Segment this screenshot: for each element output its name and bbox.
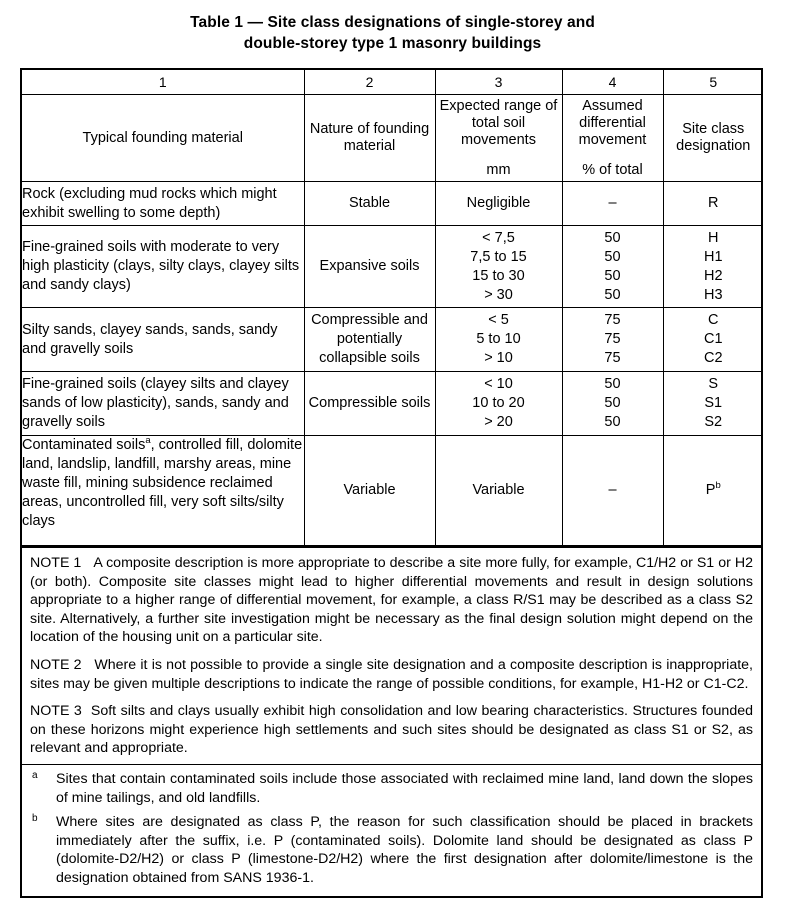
movement-value: 7,5 to 15 xyxy=(470,248,527,265)
table-row xyxy=(22,182,763,226)
cell-site-class xyxy=(663,436,763,546)
movement-value: 5 to 10 xyxy=(476,331,521,347)
cell-nature: Compressible soils xyxy=(304,372,435,436)
table-row xyxy=(22,308,763,372)
cell-movements: Variable xyxy=(435,436,562,546)
cell-movements xyxy=(435,226,562,308)
differential-value: 50 xyxy=(604,286,621,303)
header-expected-range-of-total-soil-movements xyxy=(435,95,562,182)
column-number-5: 5 xyxy=(663,70,763,95)
header-nature-of-founding-material: Nature of founding material xyxy=(304,95,435,182)
table-row xyxy=(22,436,763,546)
caption-line-1: Table 1 — Site class designations of single-storey and xyxy=(190,14,595,31)
cell-nature: Variable xyxy=(304,436,435,546)
footnote-b xyxy=(30,813,753,887)
site-class-value: C xyxy=(708,312,719,328)
header-site-class-designation: Site class designation xyxy=(663,95,763,182)
cell-differential: – xyxy=(562,436,663,546)
header-typical-founding-material: Typical founding material xyxy=(22,95,304,182)
site-class-value: S xyxy=(708,376,719,392)
table-grid xyxy=(22,70,763,546)
movement-value: 10 to 20 xyxy=(472,395,525,411)
header-row xyxy=(22,95,763,182)
cell-nature: Expansive soils xyxy=(304,226,435,308)
site-class-value: H xyxy=(708,229,719,246)
movement-value: < 7,5 xyxy=(482,229,515,246)
column-number-2: 2 xyxy=(304,70,435,95)
note-2-text: Where it is not possible to provide a single site designation and a composite description is inappropriate, sites may be given multiple descriptions to indicate the range of possible conditions, for example, H1-H2 or C1-C2. xyxy=(30,656,753,692)
cell-founding-material: Fine-grained soils with moderate to very high plasticity (clays, silty clays, clayey silts and sandy clays) xyxy=(22,226,304,308)
movement-value: < 10 xyxy=(484,376,513,392)
site-class-value: C1 xyxy=(703,331,723,347)
cell-founding-material: Silty sands, clayey sands, sands, sandy and gravelly soils xyxy=(22,308,304,372)
column-number-row xyxy=(22,70,763,95)
site-class-value: H3 xyxy=(703,286,723,303)
differential-value: 75 xyxy=(604,331,621,347)
cell-movements xyxy=(435,308,562,372)
differential-value: 50 xyxy=(604,267,621,284)
site-class-value: S2 xyxy=(704,414,723,430)
column-number-4: 4 xyxy=(562,70,663,95)
movement-value: 15 to 30 xyxy=(472,267,525,284)
note-3 xyxy=(30,702,753,758)
caption-line-2: double-storey type 1 masonry buildings xyxy=(243,35,542,52)
differential-value: 50 xyxy=(604,414,621,430)
footnote-a-text: Sites that contain contaminated soils include those associated with reclaimed mine land, land down the slopes of mine tailings, and old landfills. xyxy=(56,770,753,806)
cell-differential xyxy=(562,226,663,308)
note-1-text: A composite description is more appropriate to describe a site more fully, for example, C1/H2 or S1 or H2 (or both). Composite site classes might lead to higher differential movements and result in design solutions appropriate to a higher range of differential movement, for example, a class R/S1 may be described as a class S2 site. Alternatively, a further site investigation might be necessary as the final design solution might depend on the location of the housing unit on a particular site. xyxy=(30,555,753,646)
header-col4-unit: % of total xyxy=(582,161,643,178)
movement-value: > 30 xyxy=(484,286,513,303)
cell-differential: – xyxy=(562,182,663,226)
table-caption xyxy=(0,0,785,54)
site-class-value: H2 xyxy=(703,267,723,284)
cell-site-class: R xyxy=(663,182,763,226)
differential-value: 50 xyxy=(604,229,621,246)
footnote-b-text: Where sites are designated as class P, the reason for such classification should be placed in brackets immediately after the suffix, i.e. P (contaminated soils). Dolomite land should be designated as class P (dolomite-D2/H2) or class P (limestone-D2/H2) where the first designation after dolomite/limestone is the designation obtained from SANS 1936-1. xyxy=(56,814,753,886)
header-col4-text: Assumed differential movement xyxy=(578,97,647,148)
movement-value: > 20 xyxy=(484,414,513,430)
note-2-label: NOTE 2 xyxy=(30,656,82,673)
header-col3-unit: mm xyxy=(486,161,511,178)
cell-site-class xyxy=(663,226,763,308)
cell-founding-material xyxy=(22,436,304,546)
table-row xyxy=(22,226,763,308)
cell-nature: Stable xyxy=(304,182,435,226)
founding-material-pre: Contaminated soils xyxy=(22,437,146,453)
differential-value: 75 xyxy=(604,312,621,328)
cell-founding-material: Rock (excluding mud rocks which might exhibit swelling to some depth) xyxy=(22,182,304,226)
table-row xyxy=(22,372,763,436)
footnote-a xyxy=(30,770,753,807)
note-3-label: NOTE 3 xyxy=(30,703,82,720)
cell-site-class xyxy=(663,372,763,436)
footnote-ref-a: a xyxy=(145,435,151,447)
note-1-label: NOTE 1 xyxy=(30,555,82,571)
movement-value: > 10 xyxy=(484,350,513,366)
site-class-value: H1 xyxy=(703,248,723,265)
cell-founding-material: Fine-grained soils (clayey silts and clayey sands of low plasticity), sands, sandy and gravelly soils xyxy=(22,372,304,436)
differential-value: 50 xyxy=(604,376,621,392)
differential-value: 50 xyxy=(604,248,621,265)
cell-differential xyxy=(562,372,663,436)
cell-movements: Negligible xyxy=(435,182,562,226)
movement-value: < 5 xyxy=(488,312,509,328)
cell-nature: Compressible and potentially collapsible soils xyxy=(304,308,435,372)
footnote-a-marker: a xyxy=(32,769,38,781)
note-1 xyxy=(30,554,753,647)
cell-site-class xyxy=(663,308,763,372)
site-class-table xyxy=(20,68,763,898)
note-2 xyxy=(30,656,753,693)
header-col3-text: Expected range of total soil movements xyxy=(439,97,558,148)
cell-differential xyxy=(562,308,663,372)
footnote-ref-b: b xyxy=(715,480,721,492)
column-number-1: 1 xyxy=(22,70,304,95)
column-number-3: 3 xyxy=(435,70,562,95)
founding-material-post: , controlled fill, dolomite land, landslip, landfill, marshy areas, mine waste fill, mining subsidence reclaimed areas, uncontrolled fill, very soft silts/silty clays xyxy=(22,437,303,529)
note-3-text: Soft silts and clays usually exhibit high consolidation and low bearing characteristics. Structures founded on these horizons might experience high settlements and such sites should be designated as class S1 or S2, as relevant and appropriate. xyxy=(30,703,753,757)
differential-value: 75 xyxy=(604,350,621,366)
header-assumed-differential-movement xyxy=(562,95,663,182)
notes-section xyxy=(22,546,761,764)
differential-value: 50 xyxy=(604,395,621,411)
footnote-b-marker: b xyxy=(32,813,38,825)
site-class-value: C2 xyxy=(703,350,723,366)
cell-movements xyxy=(435,372,562,436)
site-class-value: P xyxy=(705,482,716,498)
footnotes-section xyxy=(22,764,761,896)
site-class-value: S1 xyxy=(704,395,723,411)
